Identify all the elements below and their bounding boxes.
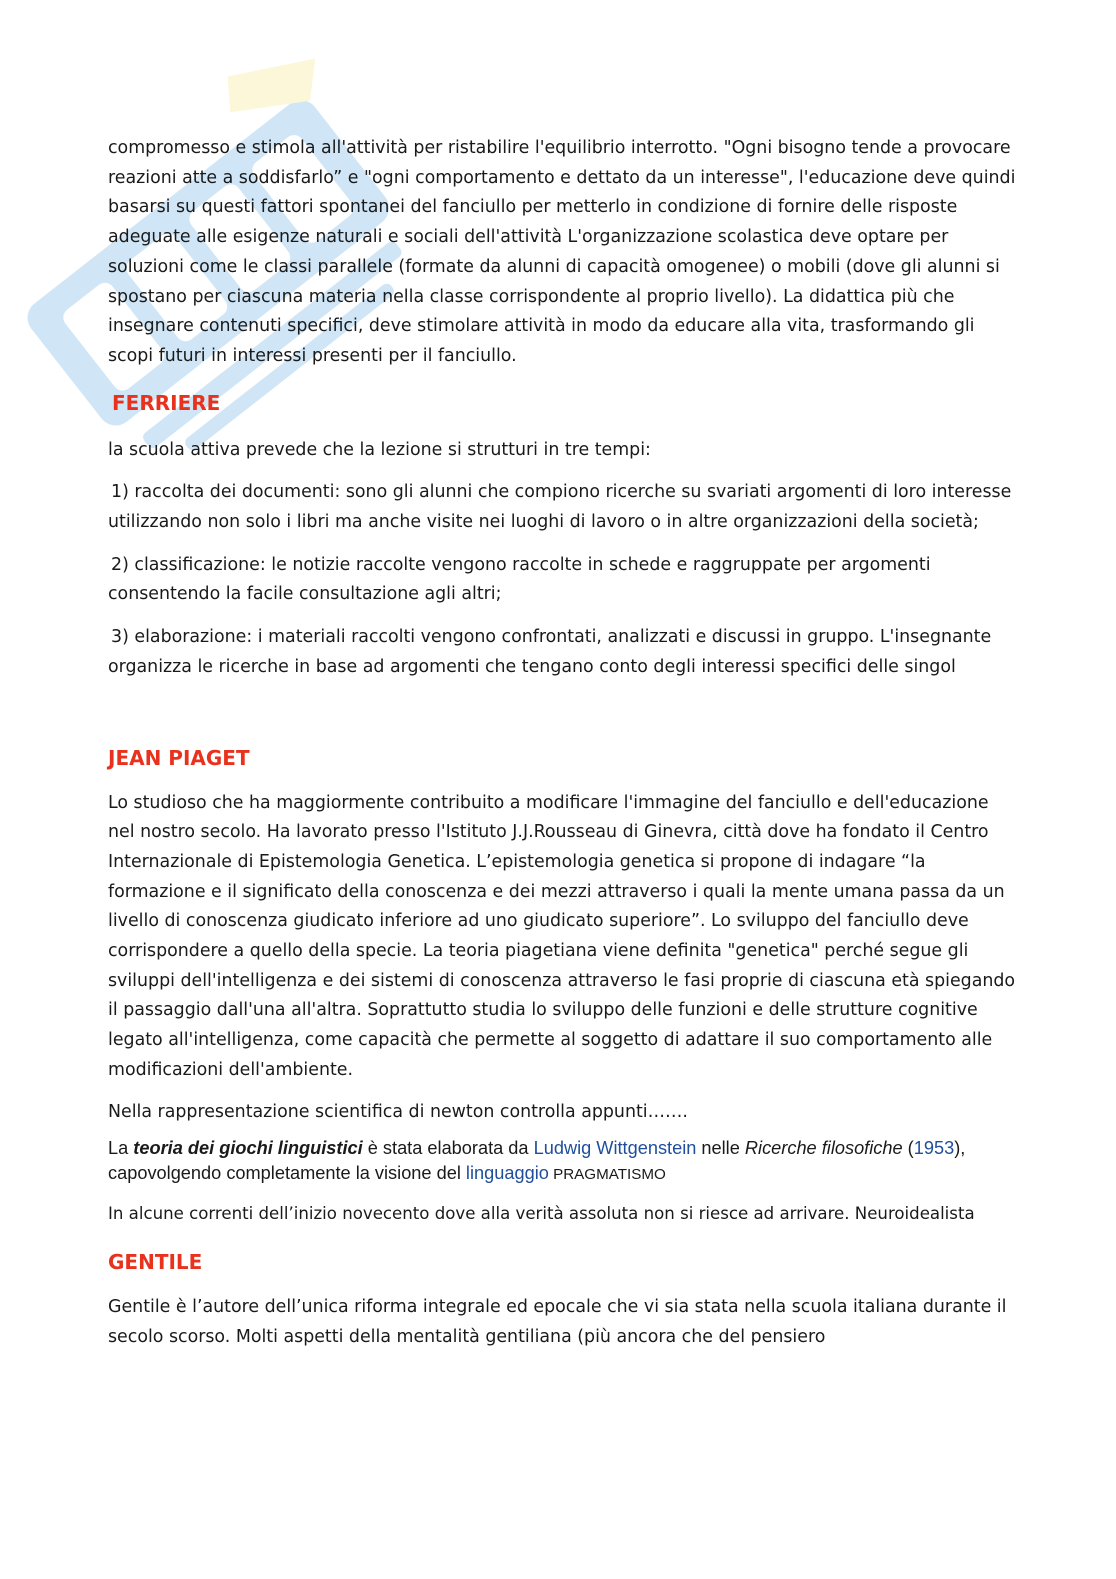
heading-gentile: GENTILE [108,1250,203,1275]
link-ludwig-wittgenstein[interactable]: Ludwig Wittgenstein [533,1138,697,1159]
heading-ferriere: FERRIERE [112,390,221,415]
document-body [108,134,1018,1353]
paragraph-intro: compromesso e stimola all'attività per ristabilire l'equilibrio interrotto. "Ogni bisogno tende a provocare reazioni atte a soddisfarlo” e "ogni comportamento e dettato da un interesse", l'educazione deve quindi basarsi su questi fattori spontanei del fanciullo per metterlo in condizione di fornire delle risposte adeguate alle esigenze naturali e sociali dell'attività L'organizzazione scolastica deve optare per soluzioni come le classi parallele (formate da alunni di capacità omogenee) o mobili (dove gli alunni si spostano per ciascuna materia nella classe corrispondente al proprio livello). La didattica più che insegnare contenuti specifici, deve stimolare attività in modo da educare alla vita, trasformando gli scopi futuri in interessi presenti per il fanciullo. [108,138,1016,366]
heading-jean-piaget: JEAN PIAGET [108,745,250,770]
paragraph-ferriere-intro: la scuola attiva prevede che la lezione si strutturi in tre tempi: [108,439,651,460]
paragraph-ferriere-step-3: 3) elaborazione: i materiali raccolti vengono confrontati, analizzati e discussi in gruppo. L'insegnante organizza le ricerche in base ad argomenti che tengano conto degli interessi specifici delle singol [108,627,992,677]
paragraph-newton-note: Nella rappresentazione scientifica di newton controlla appunti……. [108,1101,688,1122]
label-pragmatismo: PRAGMATISMO [548,1166,666,1184]
title-ricerche-filosofiche: Ricerche filosofiche [744,1138,903,1159]
paragraph-ferriere-step-1: 1) raccolta dei documenti: sono gli alunni che compiono ricerche su svariati argomenti di loro interesse utilizzando non solo i libri ma anche visite nei luoghi di lavoro o in altre organizzazioni della società; [108,482,1012,533]
link-linguaggio[interactable]: linguaggio [465,1163,549,1184]
paragraph-neuroidealista: In alcune correnti dell’inizio novecento dove alla verità assoluta non si riesce ad arrivare. Neuroidealista [108,1204,975,1224]
link-1953[interactable]: 1953 [913,1138,955,1159]
text-run: nelle [696,1138,745,1159]
paragraph-ferriere-step-2: 2) classificazione: le notizie raccolte vengono raccolte in schede e raggruppate per argomenti consentendo la facile consultazione agli altri; [108,554,931,605]
paragraph-gentile: Gentile è l’autore dell’unica riforma integrale ed epocale che vi sia stata nella scuola italiana durante il secolo scorso. Molti aspetti della mentalità gentiliana (più ancora che del pensiero [108,1297,1007,1347]
text-run: ), capovolgendo completamente la visione del [108,1138,966,1184]
text-run: La [108,1138,134,1159]
text-run: ( [902,1138,914,1159]
text-run: è stata elaborata da [362,1138,534,1159]
term-giochi-linguistici: teoria dei giochi linguistici [133,1138,363,1159]
paragraph-piaget: Lo studioso che ha maggiormente contribuito a modificare l'immagine del fanciullo e dell'educazione nel nostro secolo. Ha lavorato presso l'Istituto J.J.Rousseau di Ginevra, città dove ha fondato il Centro Internazionale di Epistemologia Genetica. L’epistemologia genetica si propone di indagare “la formazione e il significato della conoscenza e dei mezzi attraverso i quali la mente umana passa da un livello di conoscenza giudicato inferiore ad uno giudicato superiore”. Lo sviluppo del fanciullo deve corrispondere a quello della specie. La teoria piagetiana viene definita "genetica" perché segue gli sviluppi dell'intelligenza e dei sistemi di conoscenza attraverso le fasi proprie di ciascuna età spiegando il passaggio dall'una all'altra. Soprattutto studia lo sviluppo delle funzioni e delle strutture cognitive legato all'intelligenza, come capacità che permette al soggetto di adattare il suo comportamento alle modificazioni dell'ambiente. [108,792,1016,1080]
paragraph-wittgenstein [108,1136,1018,1187]
